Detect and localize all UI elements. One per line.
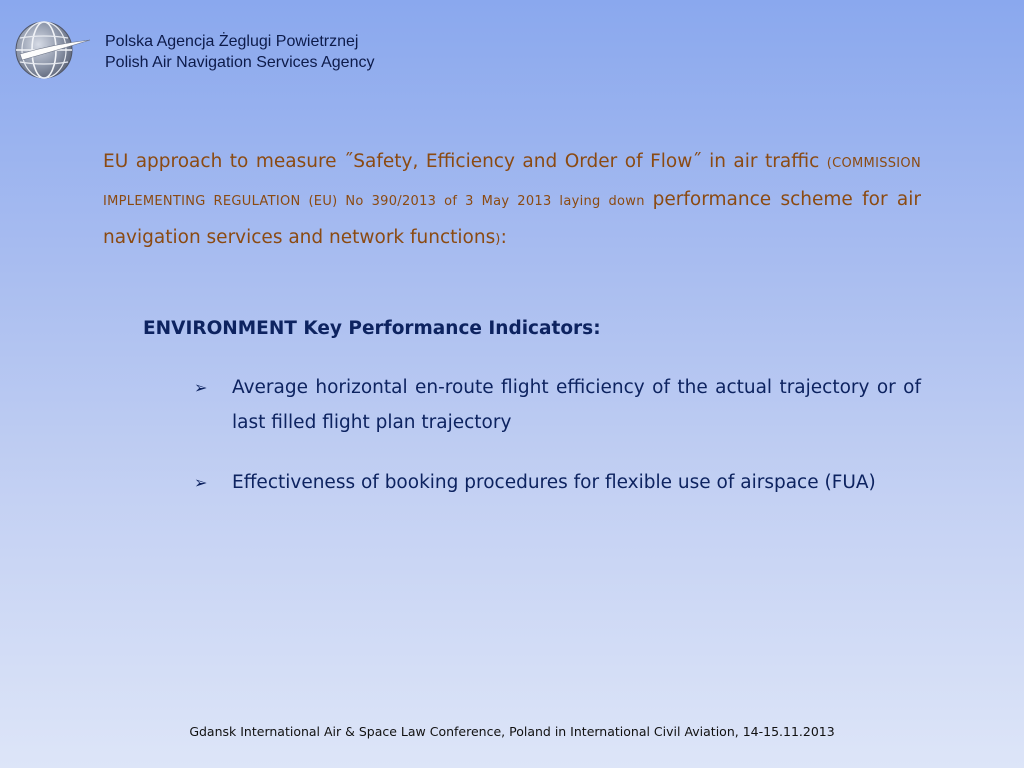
regulation-title: performance scheme for air navigation services and network functions bbox=[103, 189, 921, 248]
header bbox=[14, 14, 514, 86]
intro-lead: EU approach to measure ˝Safety, Efficiency and Order of Flow˝ in air traffic bbox=[103, 151, 827, 172]
intro-paragraph bbox=[103, 144, 921, 258]
kpi-item-text: Effectiveness of booking procedures for flexible use of airspace (FUA) bbox=[232, 472, 876, 493]
arrowhead-bullet-icon: ➢ bbox=[194, 378, 208, 397]
kpi-list-item bbox=[194, 465, 921, 500]
intro-colon: : bbox=[500, 227, 507, 248]
arrowhead-bullet-icon: ➢ bbox=[194, 473, 208, 492]
regulation-reference-open: (COMMISSION IMPLEMENTING REGULATION (EU) No 390/2013 of 3 May 2013 laying down bbox=[103, 156, 921, 209]
org-name-polish: Polska Agencja Żeglugi Powietrznej bbox=[105, 33, 359, 50]
globe-swoosh-logo-icon bbox=[14, 14, 92, 86]
kpi-list bbox=[194, 370, 921, 525]
regulation-reference-close: ) bbox=[495, 232, 501, 247]
kpi-item-text: Average horizontal en-route flight efficiency of the actual trajectory or of last filled flight plan trajectory bbox=[232, 377, 921, 433]
footer-conference-text: Gdansk International Air & Space Law Conference, Poland in International Civil Aviation, 14-15.11.2013 bbox=[189, 724, 835, 739]
kpi-section-heading: ENVIRONMENT Key Performance Indicators: bbox=[143, 318, 601, 339]
org-name-english: Polish Air Navigation Services Agency bbox=[105, 54, 375, 71]
kpi-list-item bbox=[194, 370, 921, 440]
organization-names bbox=[105, 31, 374, 73]
